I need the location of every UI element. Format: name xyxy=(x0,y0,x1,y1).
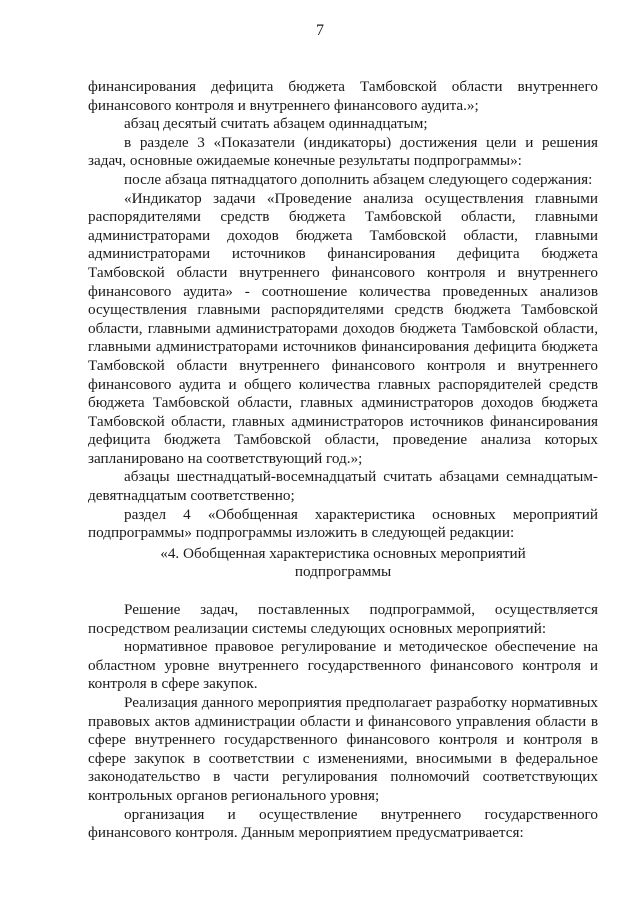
section-heading: «4. Обобщенная характеристика основных мероприятий подпрограммы xyxy=(160,544,526,581)
paragraph-1: финансирования дефицита бюджета Тамбовской области внутреннего финансового контроля и внутреннего финансового аудита.»; xyxy=(88,78,598,114)
paragraph-9: нормативное правовое регулирование и методическое обеспечение на областном уровне внутреннего государственного финансового контроля и контроля в сфере закупок. xyxy=(88,638,598,693)
paragraph-5: «Индикатор задачи «Проведение анализа осуществления главными распорядителями средств бюджета Тамбовской области, главными администраторами доходов бюджета Тамбовской области, главными администраторами источников финансирования дефицита бюджета Тамбовской области внутреннего финансового контроля и внутреннего финансового аудита» - соотношение количества проведенных анализов осуществления главными распорядителями средств бюджета Тамбовской области, главными администраторами доходов бюджета Тамбовской области, главными администраторами источников финансирования дефицита бюджета Тамбовской области внутреннего финансового контроля и внутреннего финансового аудита и общего количества главных распорядителей средств бюджета Тамбовской области, главных администраторов доходов бюджета Тамбовской области, главных администраторов источников финансирования дефицита бюджета Тамбовской области, проведение анализа которых запланировано на соответствующий год.»; xyxy=(88,189,598,467)
paragraph-10: Реализация данного мероприятия предполагает разработку нормативных правовых актов администрации области и финансового управления области в сфере внутреннего государственного финансового контроля и контроля в сфере закупок в соответствии с изменениями, вносимыми в федеральное законодательство в части регулирования полномочий соответствующих контрольных органов регионального уровня; xyxy=(88,694,598,804)
paragraph-7: раздел 4 «Обобщенная характеристика основных мероприятий подпрограммы» подпрограммы изложить в следующей редакции: xyxy=(88,505,598,542)
paragraph-2: абзац десятый считать абзацем одиннадцатым; xyxy=(124,115,428,133)
paragraph-11: организация и осуществление внутреннего государственного финансового контроля. Данным мероприятием предусматривается: xyxy=(88,805,598,842)
document-body xyxy=(88,78,598,843)
paragraph-8: Решение задач, поставленных подпрограммой, осуществляется посредством реализации системы следующих основных мероприятий: xyxy=(88,601,598,637)
paragraph-3: в разделе 3 «Показатели (индикаторы) достижения цели и решения задач, основные ожидаемые конечные результаты подпрограммы»: xyxy=(88,133,598,170)
page-number: 7 xyxy=(316,22,324,39)
paragraph-4: после абзаца пятнадцатого дополнить абзацем следующего содержания: xyxy=(124,170,593,188)
paragraph-6: абзацы шестнадцатый-восемнадцатый считать абзацами семнадцатым-девятнадцатым соответственно; xyxy=(88,468,598,505)
